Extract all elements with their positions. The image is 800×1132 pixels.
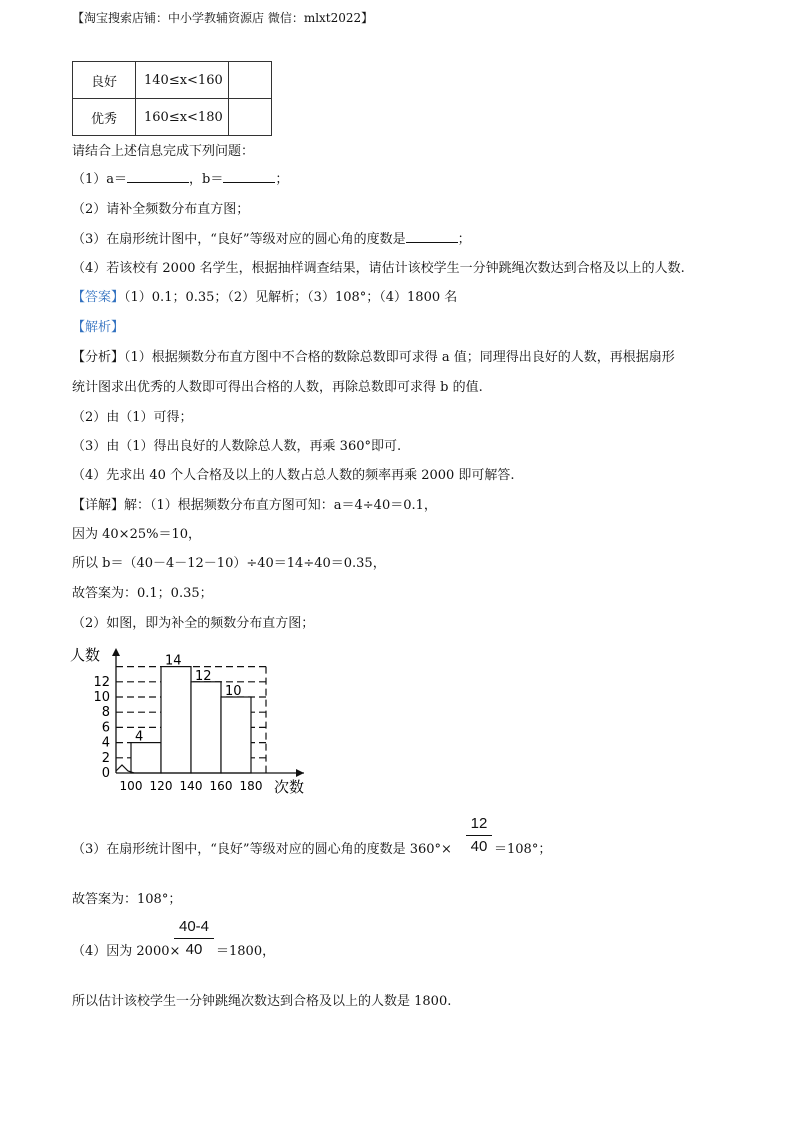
y-tick-label: 10 — [93, 690, 110, 705]
table-cell: 140≤x<160 — [136, 62, 229, 99]
table-cell: 优秀 — [73, 99, 136, 136]
solution-4-result: ＝1800， — [216, 944, 276, 959]
question-4: （4）若该校有 2000 名学生，根据抽样调查结果，请估计该校学生一分钟跳绳次数达到合格及以上的人数. — [72, 261, 685, 276]
table-cell: 良好 — [73, 62, 136, 99]
frequency-histogram — [64, 640, 314, 800]
y-axis-label: 人数 — [70, 646, 101, 664]
solution-3-answer: 故答案为：108°； — [72, 892, 182, 907]
answer-blank — [406, 230, 458, 243]
table-cell — [229, 99, 272, 136]
y-tick-label: 6 — [101, 720, 110, 736]
x-tick-label: 120 — [149, 779, 173, 793]
y-tick-label: 0 — [101, 766, 110, 781]
y-axis-arrow — [112, 648, 120, 656]
x-tick-label: 100 — [119, 779, 143, 793]
table-row — [73, 99, 272, 136]
answer-tag: 【答案】 — [72, 290, 125, 305]
answer-blank — [223, 170, 275, 183]
final-conclusion: 所以估计该校学生一分钟跳绳次数达到合格及以上的人数是 1800. — [72, 994, 452, 1009]
y-tick-label: 12 — [93, 674, 110, 690]
bar-value-label: 12 — [195, 668, 212, 684]
table-cell — [229, 62, 272, 99]
fraction — [174, 918, 214, 958]
x-tick-label: 140 — [179, 779, 203, 793]
histogram-bar — [131, 743, 161, 773]
x-tick-label: 160 — [209, 779, 233, 793]
fraction-numerator: 12 — [470, 815, 488, 832]
answer-text: （1）0.1；0.35；（2）见解析；（3）108°；（4）1800 名 — [124, 290, 458, 305]
bar-value-label: 14 — [165, 653, 182, 669]
analysis-text: （3）由（1）得出良好的人数除总人数，再乘 360°即可. — [72, 439, 402, 454]
detail-text: 所以 b＝（40－4－12－10）÷40＝14÷40＝0.35， — [72, 556, 386, 571]
question-text: （1）a＝ — [72, 172, 128, 187]
analysis-text: 【分析】（1）根据频数分布直方图中不合格的数除总数即可求得 a 值；同理得出良好的人数，再根据扇形 — [72, 350, 675, 365]
fraction-denominator: 40 — [466, 835, 492, 855]
grade-table — [72, 61, 272, 136]
answer-blank — [127, 170, 189, 183]
question-text: （3）在扇形统计图中，“良好”等级对应的圆心角的度数是 — [72, 232, 406, 247]
analysis-tag: 【解析】 — [72, 320, 125, 335]
bar-value-label: 10 — [225, 684, 242, 699]
histogram-bar — [161, 667, 191, 773]
solution-3-result: ＝108°； — [494, 842, 552, 857]
question-text: ，b＝ — [189, 172, 224, 187]
table-cell: 160≤x<180 — [136, 99, 229, 136]
x-tick-label: 180 — [239, 779, 263, 793]
analysis-text: （2）由（1）可得； — [72, 410, 193, 425]
histogram-bar — [221, 697, 251, 773]
solution-3: （3）在扇形统计图中，“良好”等级对应的圆心角的度数是 360°× — [72, 842, 452, 857]
table-row — [73, 62, 272, 99]
question-text: ； — [275, 172, 289, 187]
detail-text: 故答案为：0.1；0.35； — [72, 586, 213, 601]
y-tick-label: 4 — [101, 735, 110, 751]
x-axis-label: 次数 — [274, 778, 305, 796]
question-3 — [72, 228, 471, 247]
solution-4: （4）因为 2000× — [72, 944, 181, 959]
fraction — [466, 815, 492, 855]
histogram-bar — [191, 682, 221, 773]
detail-text: （2）如图，即为补全的频数分布直方图； — [72, 616, 315, 631]
detail-text: 【详解】解：（1）根据频数分布直方图可知：a＝4÷40＝0.1， — [72, 498, 437, 513]
analysis-text: 统计图求出优秀的人数即可得出合格的人数，再除总数即可求得 b 的值. — [72, 380, 483, 395]
question-1 — [72, 168, 288, 187]
y-tick-label: 8 — [101, 705, 110, 721]
fraction-numerator: 40-4 — [178, 918, 210, 935]
y-tick-label: 2 — [101, 750, 110, 766]
detail-text: 因为 40×25%＝10， — [72, 527, 202, 542]
question-2: （2）请补全频数分布直方图； — [72, 202, 250, 217]
header-banner: 【淘宝搜索店铺：中小学教辅资源店 微信：mlxt2022】 — [72, 11, 374, 25]
analysis-text: （4）先求出 40 个人合格及以上的人数占总人数的频率再乘 2000 即可解答. — [72, 468, 515, 483]
instruction-line: 请结合上述信息完成下列问题： — [72, 144, 255, 159]
x-axis-arrow — [296, 769, 304, 777]
question-text: ； — [457, 232, 471, 247]
answer-line — [72, 286, 457, 305]
fraction-denominator: 40 — [174, 938, 214, 958]
bar-value-label: 4 — [135, 729, 144, 745]
